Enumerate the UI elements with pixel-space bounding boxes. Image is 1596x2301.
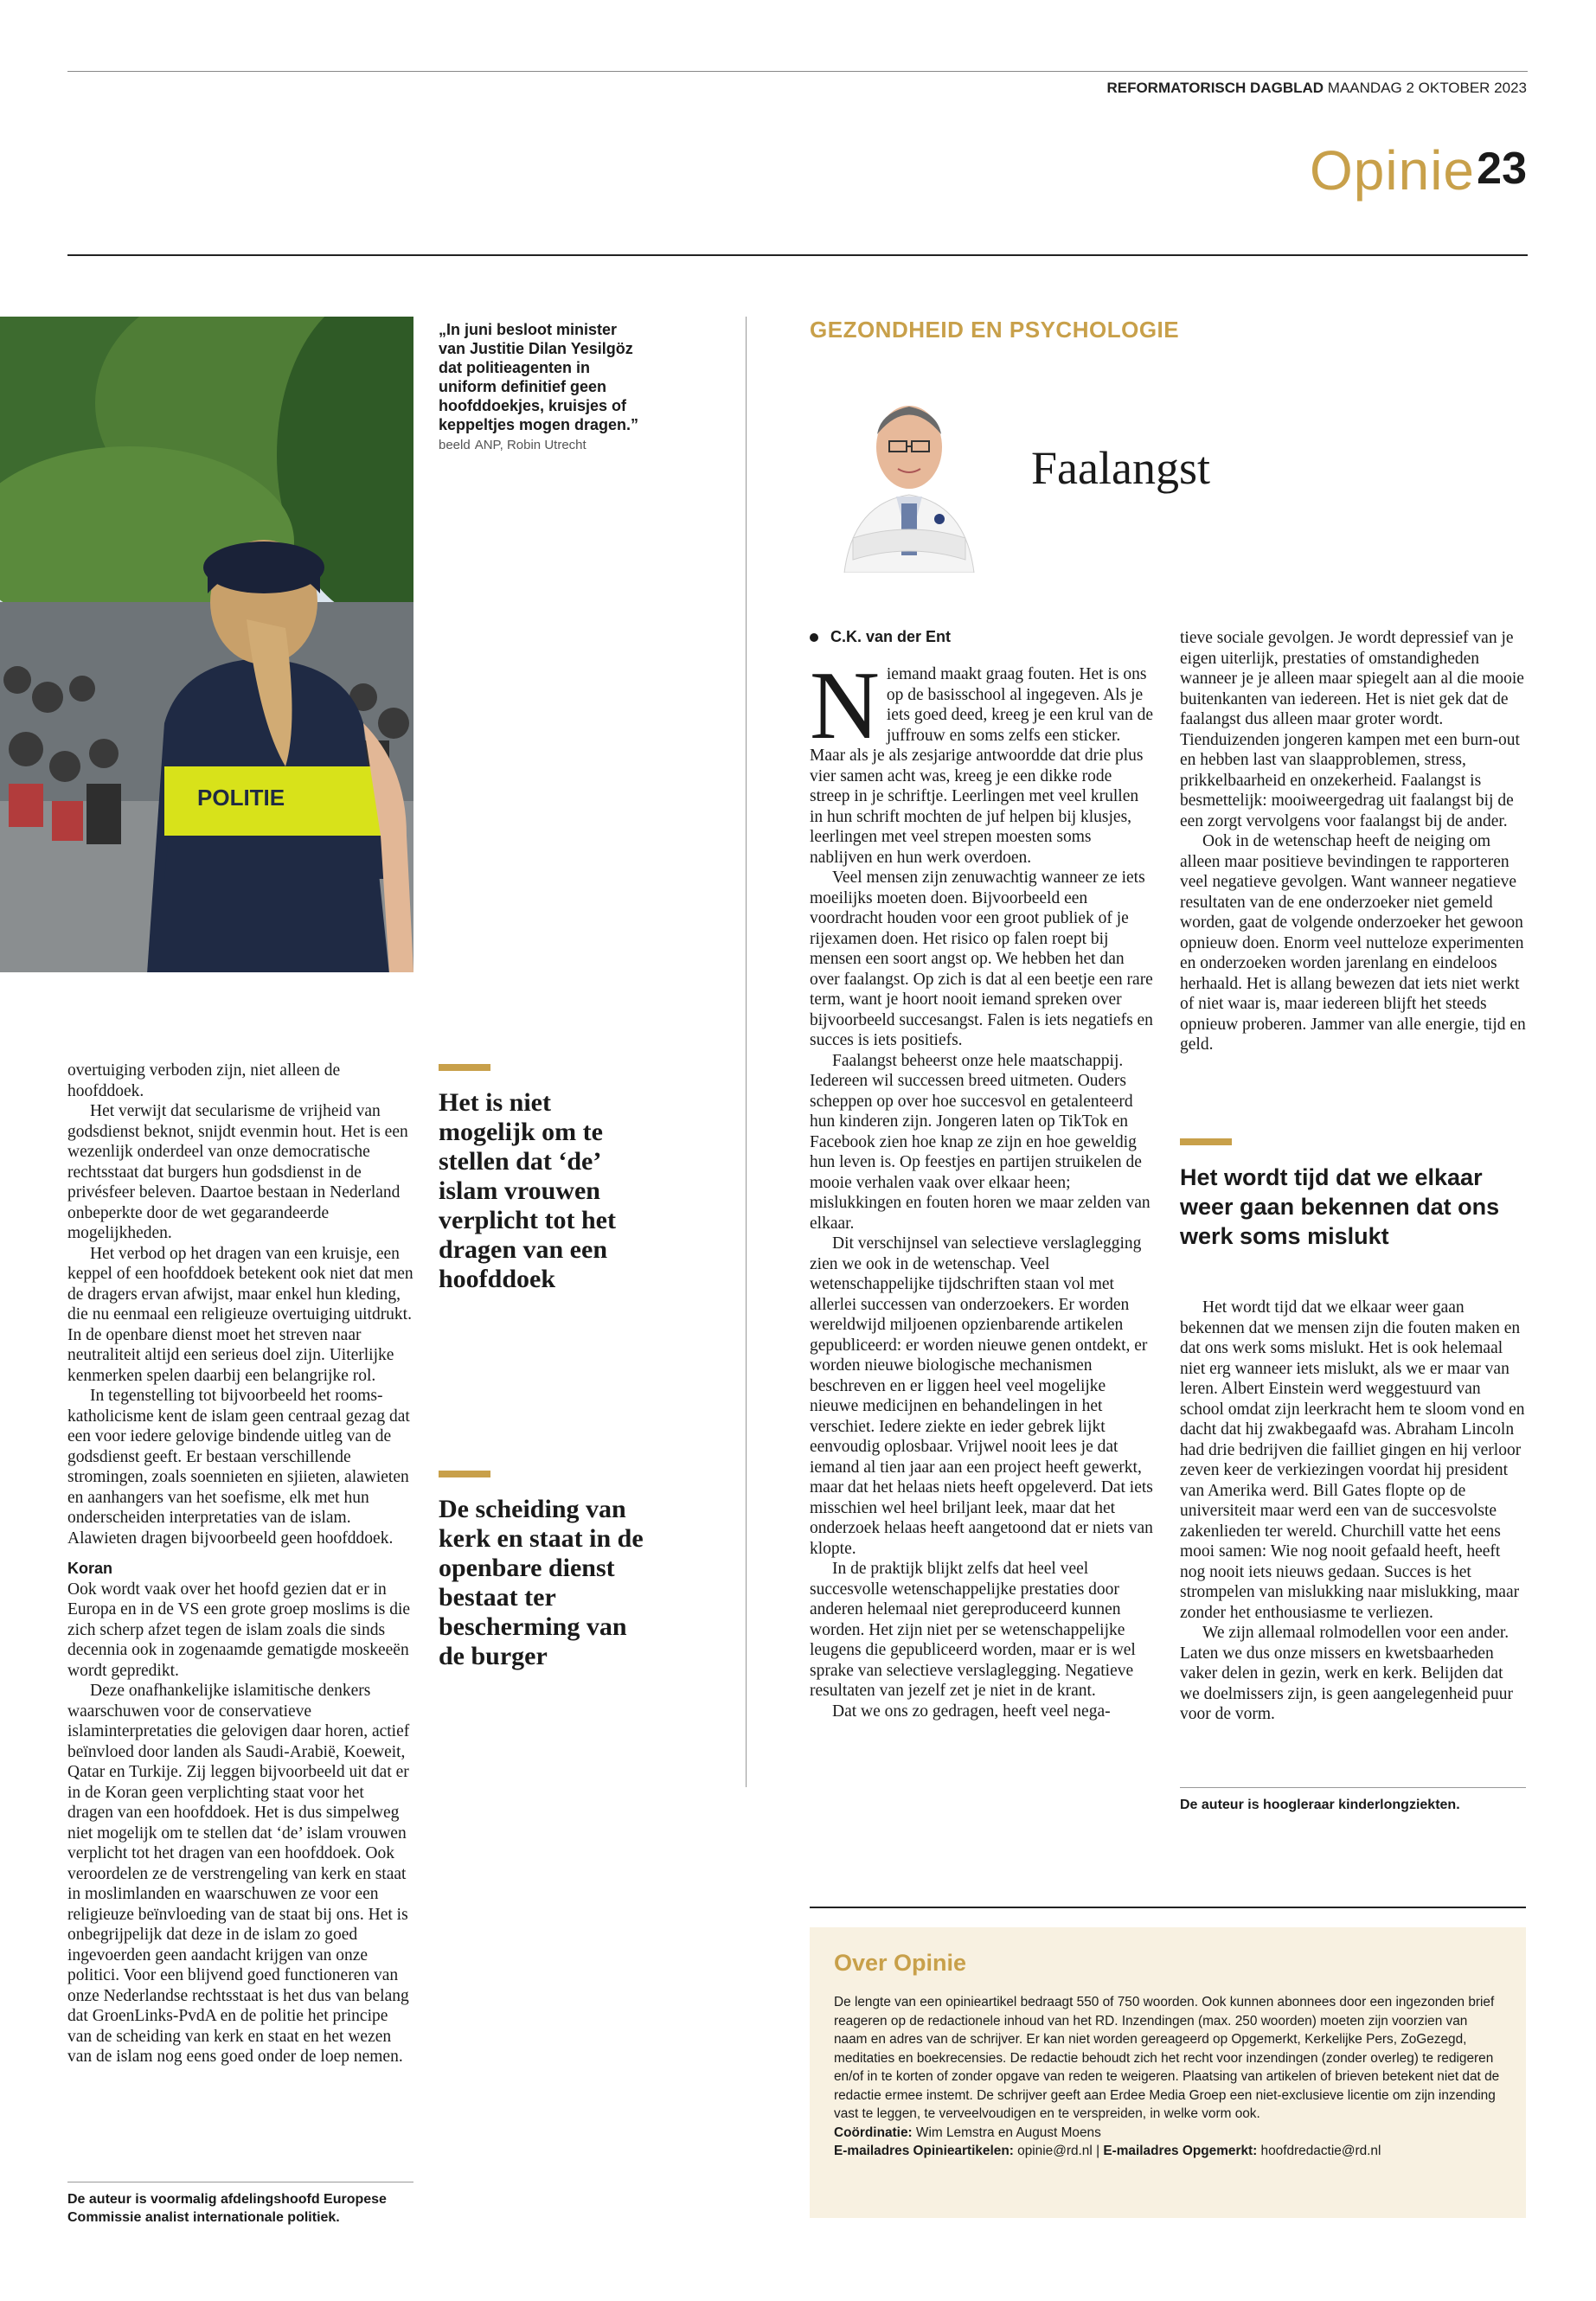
column-footnote-rule	[1180, 1787, 1526, 1788]
email-opinie-link[interactable]: opinie@rd.nl	[1017, 2144, 1093, 2158]
header-rule	[67, 254, 1528, 256]
email-opgemerkt-link[interactable]: hoofdredactie@rd.nl	[1260, 2144, 1381, 2158]
column-paragraph: Het wordt tijd dat we elkaar weer gaan bekennen dat we mensen zijn die fouten maken en dat ons werk soms mislukt. Het is ook helemaal niet erg wanneer iets mislukt, als we er maar van leren. Albert Einstein werd weggestuurd van school omdat zijn leerkracht hem te sloom vond en dacht dat hij zwakbegaafd was. Abraham Lincoln had drie bedrijven die failliet gingen en hij verloor zeven keer de verkiezingen voordat hij president van Amerika werd. Bill Gates flopte op de universiteit maar werd een van de succesvolste zakenlieden ter wereld. Churchill vatte het eens mooi samen: Wie nog nooit gefaald heeft, heeft nog nooit iets nieuws gedaan. Succes is het strompelen van mislukking naar mislukking, maar zonder het enthousiasme te verliezen.	[1180, 1298, 1525, 1622]
pull-quote-bar	[439, 1064, 490, 1071]
caption-text: „In juni besloot minister van Justitie Dilan Yesilgöz dat politieagenten in uniform definitief geen hoofddoekjes, kruisjes of keppeltjes mogen dragen.”	[439, 321, 639, 433]
left-paragraph: Het verwijt dat secularisme de vrijheid van godsdienst beknot, snijdt evenmin hout. Het is een wezenlijk onderdeel van onze democratische rechtsstaat dat burgers hun godsdienst in de privésfeer beleven. Daartoe bestaan in Nederland onbeperkte door de wet gegarandeerde mogelijkheden.	[67, 1102, 408, 1242]
masthead	[1106, 80, 1527, 97]
left-paragraph: Ook wordt vaak over het hoofd gezien dat er in Europa en in de VS een grote groep moslims is die zich scherp afzet tegen de islam zoals die sinds decennia ook in zogenaamde gematigde moskeeën wordt gepredikt.	[67, 1580, 411, 1680]
column-paragraph: iemand maakt graag fouten. Het is ons op de basisschool al ingegeven. Als je iets goed deed, kreeg je een krul van de juffrouw en soms zelfs een sticker. Maar als je als zesjarige antwoordde dat drie plus vier samen acht was, kreeg je een dikke rode streep in je schriftje. Leerlingen met veel krullen in hun schrift mochten de juf helpen bij klusjes, leerlingen met veel strepen moesten soms nablijven en hun werk overdoen.	[810, 665, 1153, 867]
left-paragraph: Deze onafhankelijke islamitische denkers waarschuwen voor de conservatieve islaminterpretaties die gelovigen daar horen, actief beïnvloed door landen als Saudi-Arabië, Koeweit, Qatar en Turkije. Zij leggen bijvoorbeeld uit dat er in de Koran geen verplichting staat voor het dragen van een hoofddoek. Het is dus simpelweg niet mogelijk om te stellen dat ‘de’ islam vrouwen verplicht tot het dragen van een hoofddoek. Ook veroordelen ze de verstrengeling van kerk en staat in moslimlanden en waarschuwen ze voor een religieuze beïnvloeding van de staat bij ons. Het is onbegrijpelijk dat deze in de islam zo goed ingevoerden geen aandacht krijgen van onze politici. Voor een blijvend goed functioneren van onze Nederlandse rechtsstaat is het dus van belang dat GroenLinks-PvdA en de politie het principe van de scheiding van kerk en staat en het wezen van de islam nog eens goed onder de loep nemen.	[67, 1682, 410, 2066]
column-pull-quote: Het wordt tijd dat we elkaar weer gaan bekennen dat ons werk soms mislukt	[1180, 1164, 1500, 1249]
section-title: Opinie	[1310, 139, 1475, 202]
vest-text: POLITIE	[197, 785, 285, 811]
masthead-name: REFORMATORISCH DAGBLAD	[1106, 80, 1324, 96]
left-paragraph: overtuiging verboden zijn, niet alleen de hoofddoek.	[67, 1061, 341, 1100]
over-opinie-text	[834, 1993, 1500, 2161]
left-footnote: De auteur is voormalig afdelingshoofd Europese Commissie analist internationale politiek.	[67, 2192, 387, 2225]
column-body-right	[1180, 628, 1526, 1055]
column-body-middle	[810, 652, 1156, 1721]
police-photo	[0, 317, 413, 972]
column-paragraph: tieve sociale gevolgen. Je wordt depressief van je eigen uiterlijk, prestaties of omstandigheden wanneer je je alleen maar spiegelt aan al die mooie buitenkanten van iedereen. Het is niet gek dat de faalangst dus alleen maar groter wordt. Tienduizenden jongeren kampen met een burn-out en hebben last van slaapproblemen, stress, prikkelbaarheid en onzekerheid. Faalangst is besmettelijk: mooiweergedrag uit faalangst bij de een zorgt vervolgens voor faalangst bij de ander.	[1180, 629, 1524, 830]
left-article-body	[67, 1061, 413, 2067]
email-separator: |	[1096, 2144, 1100, 2158]
coordination-names: Wim Lemstra en August Moens	[915, 2125, 1101, 2140]
column-paragraph: Ook in de wetenschap heeft de neiging om alleen maar positieve bevindingen te rapporteren veel negatieve gevolgen. Want wanneer negatieve resultaten van de ene onderzoeker niet gemeld worden, gaat de volgende onderzoeker het gewoon opnieuw doen. Enorm veel nutteloze experimenten en onderzoeken worden jarenlang en eindeloos herhaald. Het is allang bewezen dat iets niet werkt of niet waar is, maar iedereen blijft het steeds opnieuw proberen. Jammer van alle energie, tijd en geld.	[1180, 832, 1526, 1054]
byline-author: C.K. van der Ent	[830, 628, 952, 645]
byline-bullet-icon	[810, 633, 818, 642]
box-top-rule	[810, 1907, 1526, 1908]
column-headline: Faalangst	[1031, 442, 1210, 494]
top-rule	[67, 71, 1528, 72]
author-portrait	[836, 374, 983, 573]
column-kicker: GEZONDHEID EN PSYCHOLOGIE	[810, 317, 1180, 343]
column-footnote: De auteur is hoogleraar kinderlongziekten.	[1180, 1798, 1460, 1812]
byline	[810, 628, 951, 646]
email-label-opgemerkt: E-mailadres Opgemerkt:	[1103, 2144, 1258, 2158]
column-body-closing	[1180, 1298, 1526, 1725]
column-paragraph: Dat we ons zo gedragen, heeft veel nega-	[832, 1702, 1111, 1721]
pull-quote-2: De scheiding van kerk en staat in de openbare dienst bestaat ter bescherming van de burger	[439, 1495, 644, 1670]
over-opinie-title: Over Opinie	[834, 1950, 967, 1976]
left-subhead: Koran	[67, 1560, 113, 1577]
page-number: 23	[1477, 144, 1527, 194]
column-paragraph: We zijn allemaal rolmodellen voor een ander. Laten we dus onze missers en kwetsbaarheden vaker delen in gezin, werk en kerk. Belijden dat we doelmissers zijn, is geen aangelegenheid puur voor de vorm.	[1180, 1624, 1514, 1723]
pull-quote-1: Het is niet mogelijk om te stellen dat ‘de’ islam vrouwen verplicht tot het dragen van een hoofddoek	[439, 1088, 616, 1293]
left-paragraph: In tegenstelling tot bijvoorbeeld het rooms-katholicisme kent de islam geen centraal gezag dat een voor iedere gelovige bindende uitleg van de godsdienst geeft. Er bestaan verschillende stromingen, zoals soennieten en sjiieten, alawieten en aanhangers van het soefisme, elk met hun onderscheiden interpretaties van de islam. Alawieten dragen bijvoorbeeld geen hoofddoek.	[67, 1387, 410, 1548]
column-paragraph: Dit verschijnsel van selectieve verslaglegging zien we ook in de wetenschap. Veel wetenschappelijke tijdschriften staan vol met allerlei successen van onderzoekers. Er worden wereldwijd miljoenen opzienbarende artikelen gepubliceerd: er worden nieuwe genen ontdekt, er worden nieuwe biologische mechanismen beschreven en er liggen heel veel mogelijke nieuwe medicijnen en behandelingen in het verschiet. Iedere ziekte en ieder gebrek lijkt eenvoudig oplosbaar. Vrijwel nooit lees je dat iemand al tien jaar aan een project heeft gewerkt, maar dat het helaas niets heeft opgeleverd. Dat iets misschien wel heel briljant leek, maar dat het onderzoek helaas heeft aangetoond dat er niets van klopte.	[810, 1234, 1153, 1558]
pull-quote-bar	[439, 1471, 490, 1477]
column-paragraph: In de praktijk blijkt zelfs dat heel veel succesvolle wetenschappelijke prestaties door anderen helemaal niet gereproduceerd kunnen worden. Het zijn niet per se wetenschappelijke leugens die gepubliceerd worden, maar er is wel sprake van selectieve verslaglegging. Negatieve resultaten van jezelf zet je niet in de krant.	[810, 1560, 1136, 1700]
column-paragraph: Veel mensen zijn zenuwachtig wanneer ze iets moeilijks moeten doen. Bijvoorbeeld een voordracht houden voor een groot publiek of je rijexamen doen. Het risico op falen roept bij mensen een soort angst op. We hebben het dan over faalangst. Op zich is dat al een beetje een rare term, want je hoort nooit iemand spreken over bijvoorbeeld succesangst. Falen is iets negatiefs en succes is iets positiefs.	[810, 868, 1153, 1049]
column-separator	[746, 317, 747, 1787]
over-opinie-body: De lengte van een opinieartikel bedraagt 550 of 750 woorden. Ook kunnen abonnees door een ingezonden brief reageren op de redactionele inhoud van het RD. Inzendingen (max. 250 woorden) moeten zijn voorzien van naam en adres van de schrijver. Er kan niet worden gereageerd op Opgemerkt, Kerkelijke Pers, ZoGezegd, meditaties en boekrecensies. De redactie behoudt zich het recht voor inzendingen (zonder overleg) te redigeren en/of in te korten of zonder opgave van reden te weigeren. Plaatsing van artikelen of brieven betekent niet dat de redactie ermee instemt. De schrijver geeft aan Erdee Media Groep een niet-exclusieve licentie om zijn inzending vast te leggen, te verveelvoudigen en te verspreiden, in welke vorm ook.	[834, 1995, 1500, 2121]
caption-credit-label: beeld	[439, 438, 471, 452]
photo-caption	[439, 320, 646, 455]
coordination-label: Coördinatie:	[834, 2125, 913, 2140]
caption-credit: ANP, Robin Utrecht	[474, 438, 586, 452]
email-label-opinie: E-mailadres Opinieartikelen:	[834, 2144, 1014, 2158]
left-paragraph: Het verbod op het dragen van een kruisje, een keppel of een hoofddoek betekent ook niet dat men de dragers ervan afwijst, maar enkel hun kleding, die nu eenmaal een religieuze overtuiging uitdrukt. In de openbare dienst moet het streven naar neutraliteit altijd een serieus doel zijn. Uiterlijke kenmerken spelen daarbij een belangrijke rol.	[67, 1244, 413, 1385]
column-paragraph: Faalangst beheerst onze hele maatschappij. Iedereen wil successen breed uitmeten. Ouders scheppen op over hoe succesvol en getalenteerd hun kinderen zijn. Jongeren laten op TikTok en Facebook zien hoe knap ze zijn en hoe geweldig hun leven is. Op feestjes en partijen struikelen de mooie verhalen vaak over elkaar heen; mislukkingen en fouten horen we maar zelden van elkaar.	[810, 1051, 1151, 1233]
over-opinie-box	[810, 1927, 1526, 2218]
dropcap: N	[810, 652, 880, 760]
pull-quote-bar	[1180, 1138, 1232, 1145]
masthead-date: MAANDAG 2 OKTOBER 2023	[1327, 80, 1527, 96]
